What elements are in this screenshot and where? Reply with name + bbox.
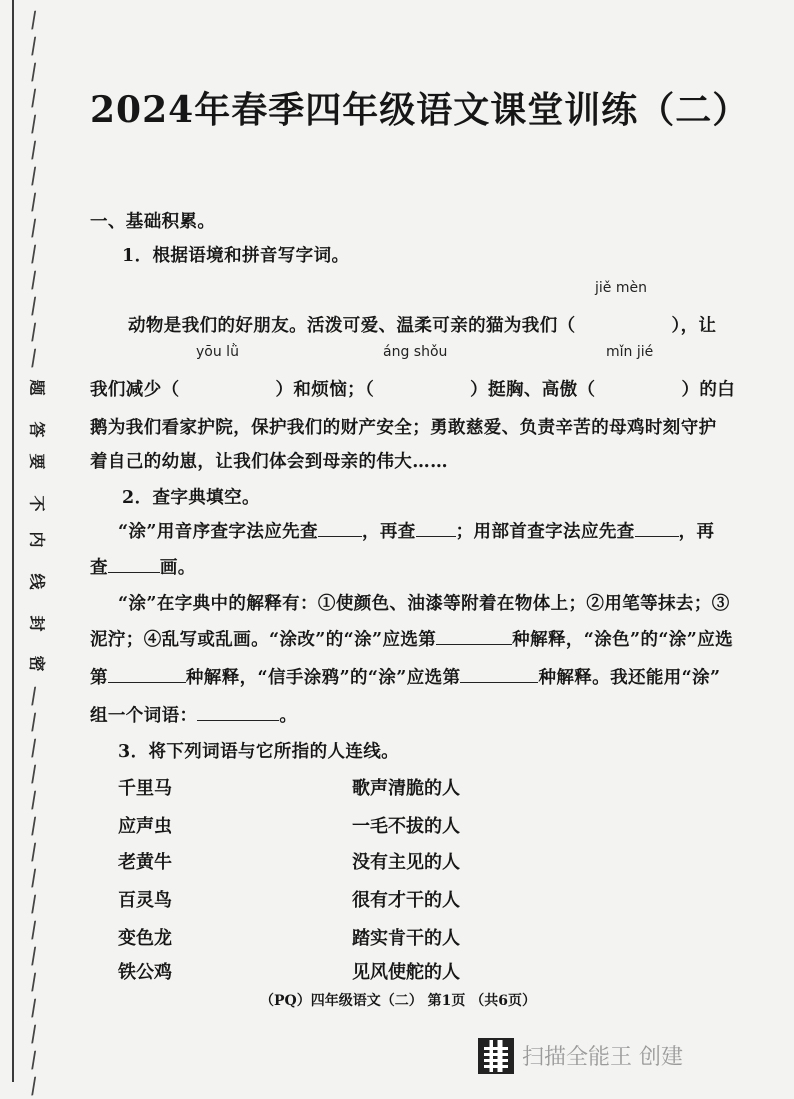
paragraph-line: 泥泞；④乱写或乱画。“涂改”的“涂”应选第 种解释，“涂色”的“涂”应选	[90, 630, 734, 650]
answer-blank[interactable]	[416, 520, 456, 537]
binding-slash: /	[28, 1021, 40, 1048]
match-right-item[interactable]: 踏实肯干的人	[352, 928, 460, 949]
match-left-item[interactable]: 老黄牛	[118, 852, 172, 873]
seal-char: 要	[27, 453, 47, 470]
match-right-item[interactable]: 一毛不拔的人	[352, 816, 460, 837]
binding-slash: /	[28, 85, 40, 112]
binding-slash: /	[28, 1047, 40, 1074]
paragraph-line: 第 种解释，“信手涂鸦”的“涂”应选第 种解释。我还能用“涂”	[90, 668, 721, 688]
question-2-heading: 2．查字典填空。	[122, 488, 260, 508]
match-left-item[interactable]: 千里马	[118, 778, 172, 799]
binding-slash: /	[28, 865, 40, 892]
binding-slash: /	[28, 215, 40, 242]
paragraph-line: “涂”在字典中的解释有：①使颜色、油漆等附着在物体上；②用笔等抹去；③	[118, 594, 730, 614]
binding-slash: /	[28, 891, 40, 918]
section-heading: 一、基础积累。	[90, 212, 216, 232]
binding-slash: /	[28, 241, 40, 268]
binding-slash: /	[28, 995, 40, 1022]
binding-slash: /	[28, 59, 40, 86]
binding-slash: /	[28, 1073, 40, 1099]
match-left-item[interactable]: 铁公鸡	[118, 962, 172, 983]
binding-slash: /	[28, 137, 40, 164]
binding-slash: /	[28, 683, 40, 710]
seal-line-text	[14, 356, 54, 676]
seal-char: 内	[27, 531, 47, 548]
binding-slash: /	[28, 33, 40, 60]
binding-slash: /	[28, 839, 40, 866]
match-right-item[interactable]: 歌声清脆的人	[352, 778, 460, 799]
seal-char: 答	[27, 421, 47, 438]
pinyin-youlu: yōu lǜ	[196, 344, 239, 360]
paragraph-line: 鹅为我们看家护院，保护我们的财产安全；勇敢慈爱、负责辛苦的母鸡时刻守护	[90, 418, 717, 438]
binding-slash: /	[28, 943, 40, 970]
seal-char: 密	[27, 655, 47, 672]
paragraph-line: “涂”用音序查字法应先查 ，再查 ；用部首查字法应先查 ，再	[118, 522, 715, 542]
binding-slash: /	[28, 969, 40, 996]
match-left-item[interactable]: 变色龙	[118, 928, 172, 949]
paragraph-line: 着自己的幼崽，让我们体会到母亲的伟大……	[90, 452, 448, 472]
match-right-item[interactable]: 没有主见的人	[352, 852, 460, 873]
match-left-item[interactable]: 应声虫	[118, 816, 172, 837]
paragraph-line: 查 画。	[90, 558, 196, 578]
binding-slash: /	[28, 293, 40, 320]
seal-char: 不	[27, 495, 47, 512]
paragraph-line: 组一个词语： 。	[90, 706, 298, 726]
seal-char: 封	[27, 615, 47, 632]
match-right-item[interactable]: 见风使舵的人	[352, 962, 460, 983]
page-title: 2024年春季四年级语文课堂训练（二）	[90, 89, 750, 131]
answer-blank[interactable]	[108, 556, 160, 573]
question-3-heading: 3．将下列词语与它所指的人连线。	[118, 742, 400, 762]
seal-char: 线	[27, 573, 47, 590]
binding-slash: /	[28, 267, 40, 294]
pinyin-minjie: mǐn jié	[606, 344, 654, 360]
binding-slash: /	[28, 761, 40, 788]
binding-slash: /	[28, 189, 40, 216]
answer-blank[interactable]	[108, 666, 186, 683]
pinyin-angshou: áng shǒu	[383, 344, 448, 360]
binding-slash: /	[28, 7, 40, 34]
binding-slash: /	[28, 917, 40, 944]
binding-slash: /	[28, 319, 40, 346]
page-footer: （PQ）四年级语文（二） 第1页 （共6页）	[260, 993, 536, 1009]
binding-slash: /	[28, 787, 40, 814]
binding-slash: /	[28, 709, 40, 736]
answer-blank[interactable]	[318, 520, 362, 537]
answer-blank[interactable]	[635, 520, 679, 537]
binding-slash: /	[28, 163, 40, 190]
question-1-heading: 1．根据语境和拼音写字词。	[122, 246, 350, 266]
binding-slash: /	[28, 813, 40, 840]
binding-slash: /	[28, 111, 40, 138]
match-left-item[interactable]: 百灵鸟	[118, 890, 172, 911]
binding-slash: /	[28, 345, 40, 372]
scanner-watermark: 扫描全能王 创建	[522, 1045, 683, 1070]
pinyin-jiemen: jiě mèn	[595, 280, 647, 296]
answer-blank[interactable]	[460, 666, 538, 683]
answer-blank[interactable]	[436, 628, 512, 645]
binding-slash: /	[28, 735, 40, 762]
paragraph-line: 我们减少（ ）和烦恼；（ ）挺胸、高傲（ ）的白	[90, 380, 736, 400]
qr-code-icon	[478, 1038, 514, 1074]
match-right-item[interactable]: 很有才干的人	[352, 890, 460, 911]
paragraph-line: 动物是我们的好朋友。活泼可爱、温柔可亲的猫为我们（ ），让	[128, 316, 717, 336]
answer-blank[interactable]	[197, 704, 279, 721]
seal-char: 题	[27, 379, 47, 396]
